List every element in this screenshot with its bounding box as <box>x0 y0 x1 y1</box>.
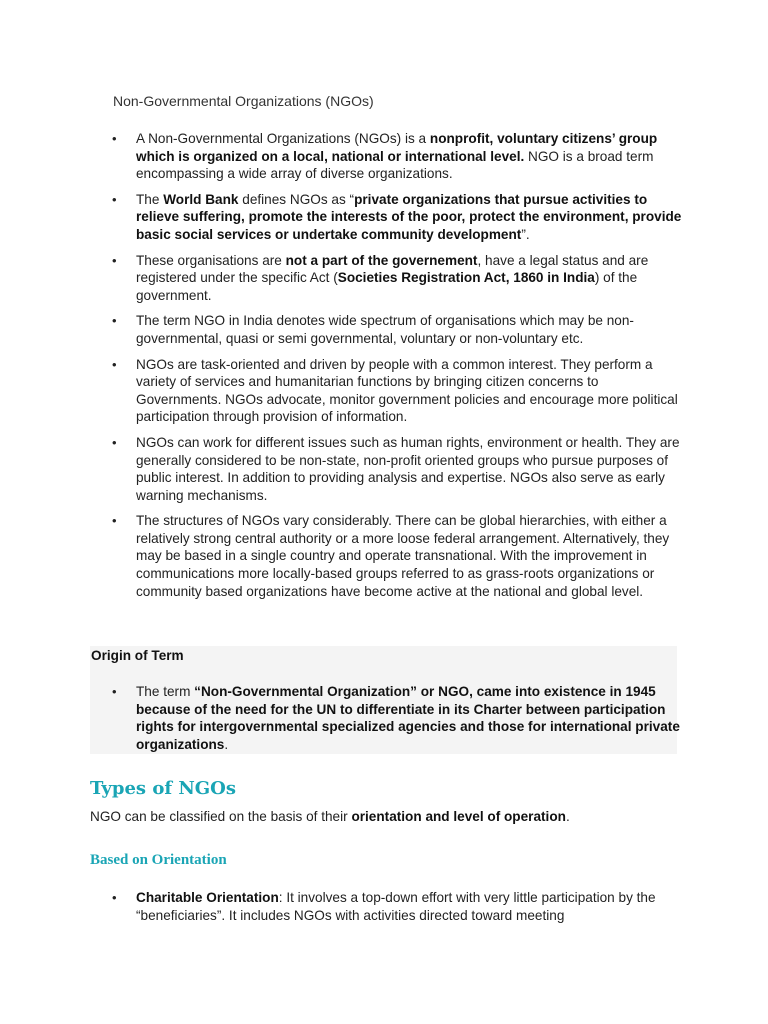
bullet-icon: • <box>112 313 117 329</box>
orientation-list <box>112 889 682 932</box>
classification-paragraph: NGO can be classified on the basis of their orientation and level of operation. <box>90 809 570 824</box>
bullet-icon: • <box>112 191 117 207</box>
types-heading: Types of NGOs <box>90 778 236 799</box>
list-item: • NGOs can work for different issues such as human rights, environment or health. They are generally considered to be non-state, non-profit oriented groups who pursue purposes of public interest. In addition to providing analysis and expertise. NGOs also serve as early warning mechanisms. <box>112 434 680 503</box>
bullet-icon: • <box>112 356 117 372</box>
list-item: • A Non-Governmental Organizations (NGOs) is a nonprofit, voluntary citizens’ group which is organized on a local, national or international level. NGO is a broad term encompassing a wide array of diverse organizations. <box>112 131 658 182</box>
list-item: • The World Bank defines NGOs as “private organizations that pursue activities to relieve suffering, promote the interests of the poor, protect the environment, provide basic social services or undertake community development”. <box>112 191 682 242</box>
bullet-icon: • <box>112 513 117 529</box>
bullet-icon: • <box>112 131 117 146</box>
origin-title: Origin of Term <box>91 648 184 663</box>
bullet-icon: • <box>112 684 117 699</box>
list-item: • These organisations are not a part of the governement, have a legal status and are registered under the specific Act (Societies Registration Act, 1860 in India) of the government. <box>112 252 649 303</box>
list-item: • The term NGO in India denotes wide spectrum of organisations which may be non-governmental, quasi or semi governmental, voluntary or non-voluntary etc. <box>112 313 634 346</box>
bullet-icon: • <box>112 252 117 268</box>
bullet-icon: • <box>112 890 117 905</box>
intro-title: Non-Governmental Organizations (NGOs) <box>113 93 374 109</box>
bullet-icon: • <box>112 434 117 450</box>
origin-list <box>112 683 682 761</box>
orientation-heading: Based on Orientation <box>90 852 227 868</box>
list-item: • The term “Non-Governmental Organization” or NGO, came into existence in 1945 because of the need for the UN to differentiate in its Charter between participation rights for intergovernmental specialized agencies and those for international private organizations. <box>112 684 680 752</box>
list-item: • The structures of NGOs vary considerably. There can be global hierarchies, with either a relatively strong central authority or a more loose federal arrangement. Alternatively, they may be based in a single country and operate transnational. With the improvement in communications more locally-based groups referred to as grass-roots organizations or community based organizations have become active at the national and global level. <box>112 513 670 599</box>
ngo-definition-list <box>112 130 682 608</box>
list-item: • Charitable Orientation: It involves a top-down effort with very little participation by the “beneficiaries”. It includes NGOs with activities directed toward meeting <box>112 890 656 923</box>
list-item: • NGOs are task-oriented and driven by people with a common interest. They perform a variety of services and humanitarian functions by bringing citizen concerns to Governments. NGOs advocate, monitor government policies and encourage more political participation through provision of information. <box>112 356 678 425</box>
